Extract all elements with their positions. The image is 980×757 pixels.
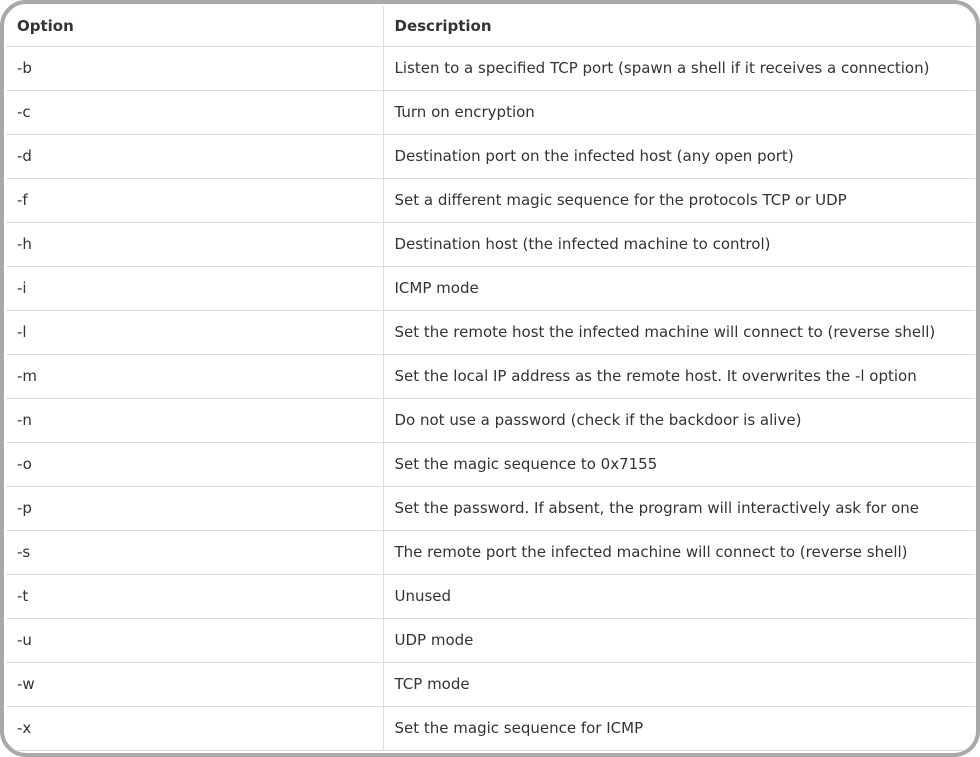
table-row	[6, 310, 975, 354]
option-cell: -h	[6, 222, 383, 266]
option-cell: -b	[6, 46, 383, 90]
table-row	[6, 398, 975, 442]
description-cell: TCP mode	[383, 662, 975, 706]
description-cell: Destination host (the infected machine to control)	[383, 222, 975, 266]
table-row	[6, 442, 975, 486]
option-cell: -x	[6, 706, 383, 750]
option-cell: -c	[6, 90, 383, 134]
option-cell: -t	[6, 574, 383, 618]
option-cell: -o	[6, 442, 383, 486]
column-header-description: Description	[383, 6, 975, 46]
table-row	[6, 134, 975, 178]
table-row	[6, 266, 975, 310]
description-cell: Set the local IP address as the remote host. It overwrites the -l option	[383, 354, 975, 398]
option-cell: -l	[6, 310, 383, 354]
option-cell: -u	[6, 618, 383, 662]
table-row	[6, 46, 975, 90]
option-cell: -p	[6, 486, 383, 530]
table-row	[6, 354, 975, 398]
description-cell: Destination port on the infected host (any open port)	[383, 134, 975, 178]
description-cell: Set a different magic sequence for the protocols TCP or UDP	[383, 178, 975, 222]
table-row	[6, 706, 975, 750]
table-row	[6, 486, 975, 530]
options-table	[6, 6, 975, 751]
option-cell: -d	[6, 134, 383, 178]
option-cell: -s	[6, 530, 383, 574]
table-row	[6, 178, 975, 222]
option-cell: -i	[6, 266, 383, 310]
description-cell: The remote port the infected machine will connect to (reverse shell)	[383, 530, 975, 574]
option-cell: -n	[6, 398, 383, 442]
description-cell: UDP mode	[383, 618, 975, 662]
table-row	[6, 662, 975, 706]
option-cell: -w	[6, 662, 383, 706]
description-cell: Set the magic sequence to 0x7155	[383, 442, 975, 486]
table-row	[6, 530, 975, 574]
table-row	[6, 574, 975, 618]
description-cell: Listen to a specified TCP port (spawn a shell if it receives a connection)	[383, 46, 975, 90]
table-header-row	[6, 6, 975, 46]
description-cell: Do not use a password (check if the backdoor is alive)	[383, 398, 975, 442]
description-cell: Set the password. If absent, the program will interactively ask for one	[383, 486, 975, 530]
description-cell: ICMP mode	[383, 266, 975, 310]
description-cell: Set the magic sequence for ICMP	[383, 706, 975, 750]
table-row	[6, 90, 975, 134]
description-cell: Set the remote host the infected machine will connect to (reverse shell)	[383, 310, 975, 354]
description-cell: Turn on encryption	[383, 90, 975, 134]
column-header-option: Option	[6, 6, 383, 46]
description-cell: Unused	[383, 574, 975, 618]
option-cell: -f	[6, 178, 383, 222]
table-row	[6, 618, 975, 662]
table-row	[6, 222, 975, 266]
option-cell: -m	[6, 354, 383, 398]
